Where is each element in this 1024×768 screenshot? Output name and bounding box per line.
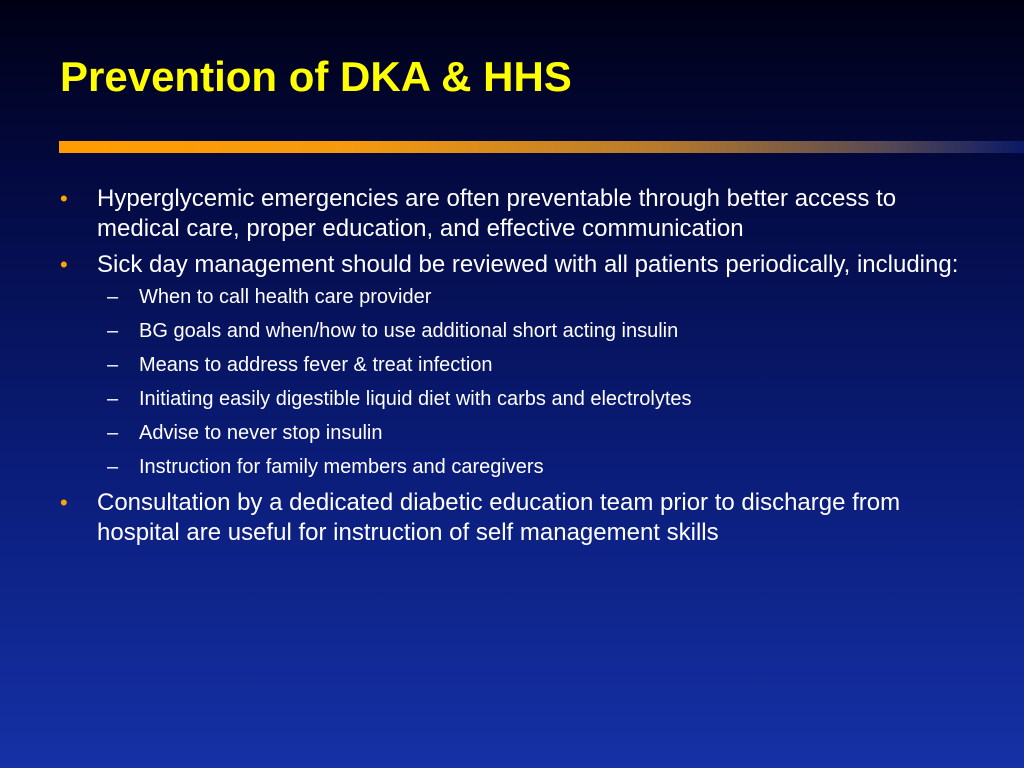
bullet-text: Consultation by a dedicated diabetic education team prior to discharge from hospital are useful for instruction of self management skills [97,489,901,546]
sub-bullet-item [97,318,980,344]
dash-icon: – [107,422,119,444]
bullet-text: Hyperglycemic emergencies are often preventable through better access to medical care, proper education, and effective communication [97,185,897,242]
sub-bullet-item [97,454,980,480]
sub-bullet-text: BG goals and when/how to use additional short acting insulin [139,320,679,342]
dash-icon: – [107,320,119,342]
bullet-item [60,250,980,480]
title-underline-rule [59,141,1024,153]
sub-bullet-item [97,284,980,310]
sub-bullet-text: Initiating easily digestible liquid diet with carbs and electrolytes [139,388,692,410]
bullet-dot-icon: • [60,186,68,211]
sub-bullet-item [97,352,980,378]
sub-bullet-item [97,386,980,412]
bullet-list [60,184,980,554]
dash-icon: – [107,456,119,478]
bullet-text: Sick day management should be reviewed with all patients periodically, including: [97,251,959,278]
sub-bullet-text: When to call health care provider [139,286,432,308]
bullet-item [60,488,980,548]
sub-bullet-text: Means to address fever & treat infection [139,354,493,376]
slide-title: Prevention of DKA & HHS [60,53,572,100]
bullet-dot-icon: • [60,490,68,515]
dash-icon: – [107,388,119,410]
dash-icon: – [107,286,119,308]
dash-icon: – [107,354,119,376]
sub-bullet-text: Instruction for family members and caregivers [139,456,544,478]
sub-bullet-text: Advise to never stop insulin [139,422,383,444]
sub-bullet-list [97,284,980,480]
sub-bullet-item [97,420,980,446]
bullet-dot-icon: • [60,252,68,277]
bullet-item [60,184,980,244]
